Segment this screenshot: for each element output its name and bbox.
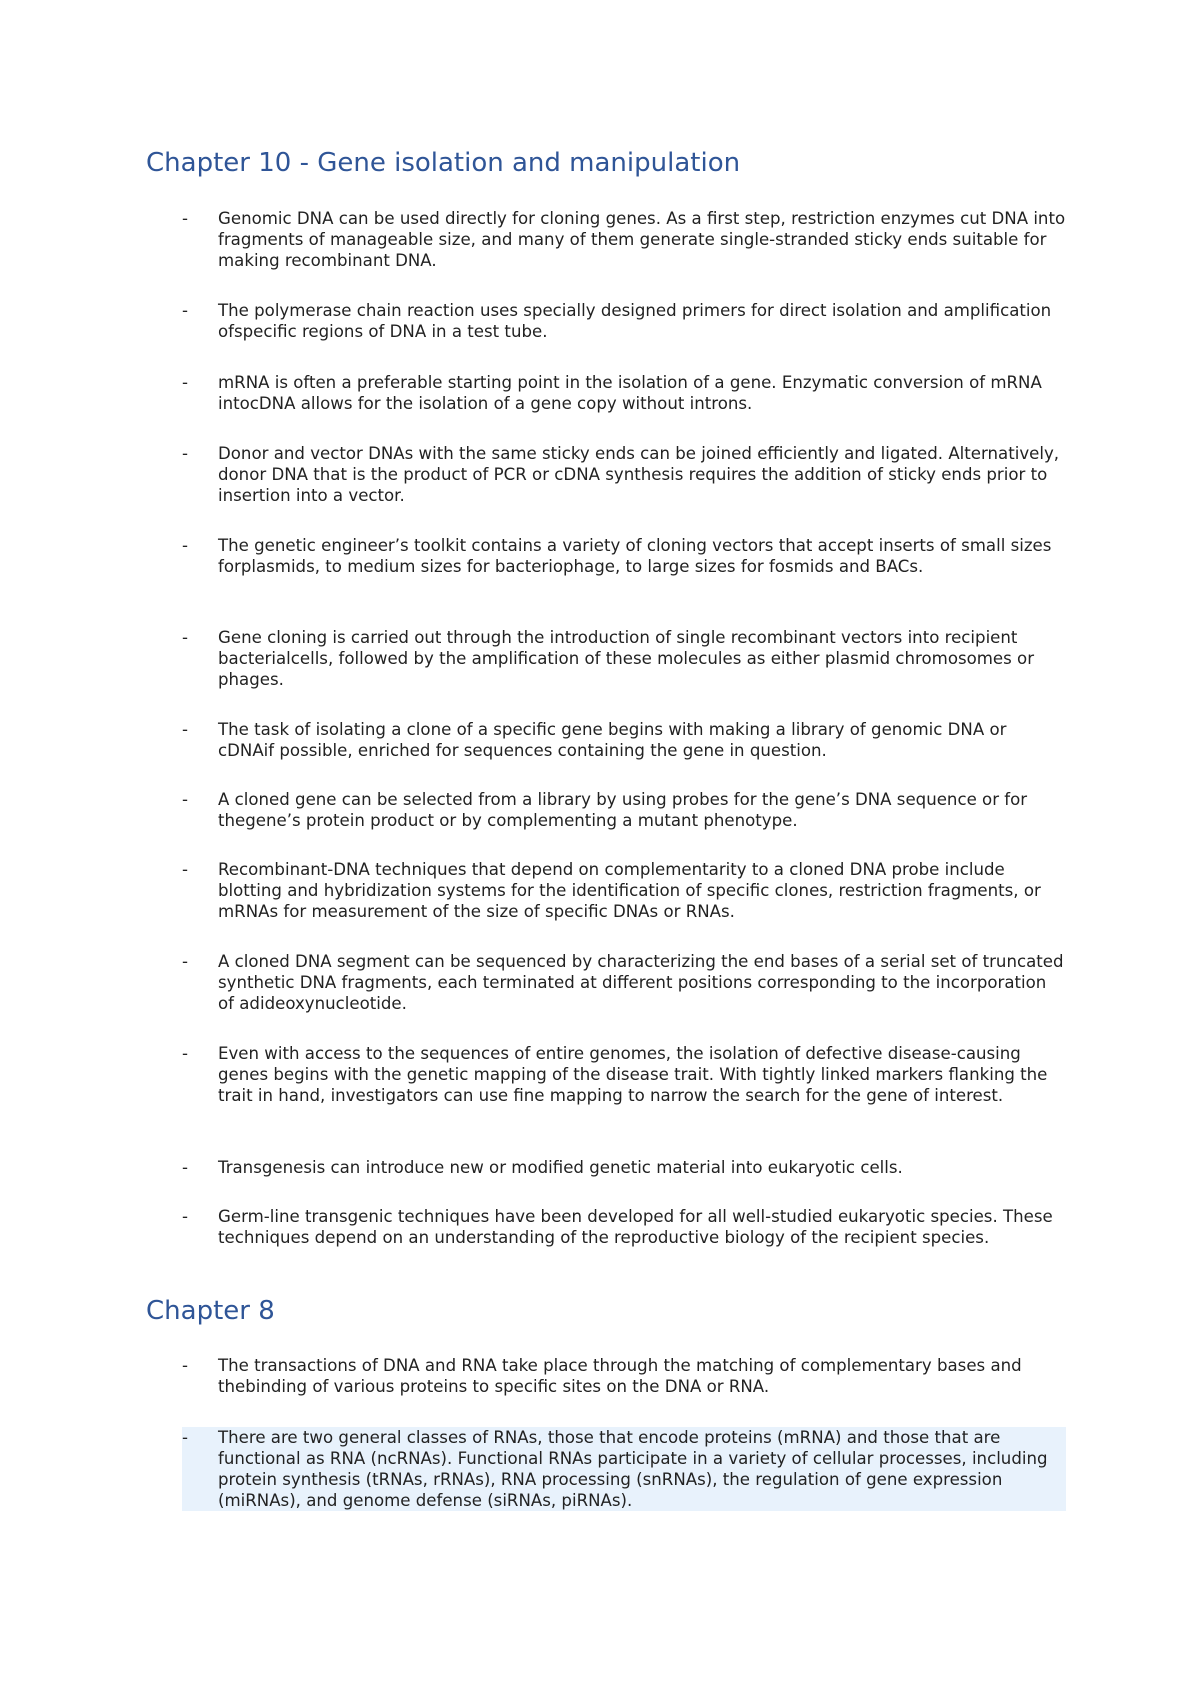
bullet-dash: - xyxy=(182,444,188,463)
bullet-dash: - xyxy=(182,1207,188,1226)
bullet-text: A cloned gene can be selected from a library by using probes for the gene’s DNA sequence or for thegene’s protein product or by complementing a mutant phenotype. xyxy=(218,790,1028,830)
chapter-8-heading: Chapter 8 xyxy=(146,1296,275,1326)
bullet-dash: - xyxy=(182,1158,188,1177)
bullet-dash: - xyxy=(182,1356,188,1375)
bullet-text: Transgenesis can introduce new or modified genetic material into eukaryotic cells. xyxy=(218,1158,903,1177)
list-item xyxy=(146,627,1066,690)
bullet-dash: - xyxy=(182,373,188,392)
bullet-text: The transactions of DNA and RNA take place through the matching of complementary bases and thebinding of various proteins to specific sites on the DNA or RNA. xyxy=(218,1356,1022,1396)
list-item xyxy=(146,859,1066,922)
bullet-text: Genomic DNA can be used directly for cloning genes. As a first step, restriction enzymes cut DNA into fragments of manageable size, and many of them generate single-stranded sticky ends suitable for making recombinant DNA. xyxy=(218,209,1066,270)
bullet-text: Recombinant-DNA techniques that depend on complementarity to a cloned DNA probe include blotting and hybridization systems for the identification of specific clones, restriction fragments, or mRNAs for measurement of the size of specific DNAs or RNAs. xyxy=(218,860,1041,921)
list-item xyxy=(146,789,1066,831)
list-item xyxy=(146,1043,1066,1106)
bullet-text: Even with access to the sequences of entire genomes, the isolation of defective disease-causing genes begins with the genetic mapping of the disease trait. With tightly linked markers flanking the trait in hand, investigators can use fine mapping to narrow the search for the gene of interest. xyxy=(218,1044,1048,1105)
bullet-text: A cloned DNA segment can be sequenced by characterizing the end bases of a serial set of truncated synthetic DNA fragments, each terminated at different positions corresponding to the incorporation of adideoxynucleotide. xyxy=(218,952,1064,1013)
list-item xyxy=(146,1355,1066,1397)
list-item xyxy=(146,372,1066,414)
bullet-dash: - xyxy=(182,952,188,971)
chapter-10-heading: Chapter 10 - Gene isolation and manipulation xyxy=(146,148,741,178)
bullet-text: The genetic engineer’s toolkit contains a variety of cloning vectors that accept inserts of small sizes forplasmids, to medium sizes for bacteriophage, to large sizes for fosmids and BACs. xyxy=(218,536,1052,576)
bullet-dash: - xyxy=(182,720,188,739)
list-item xyxy=(146,208,1066,271)
list-item-highlighted xyxy=(182,1427,1066,1511)
bullet-text: Germ-line transgenic techniques have been developed for all well-studied eukaryotic species. These techniques depend on an understanding of the reproductive biology of the recipient species. xyxy=(218,1207,1053,1247)
bullet-text: The task of isolating a clone of a specific gene begins with making a library of genomic DNA or cDNAif possible, enriched for sequences containing the gene in question. xyxy=(218,720,1007,760)
bullet-text: The polymerase chain reaction uses specially designed primers for direct isolation and amplification ofspecific regions of DNA in a test tube. xyxy=(218,301,1052,341)
list-item xyxy=(146,443,1066,506)
bullet-dash: - xyxy=(182,1044,188,1063)
bullet-text: mRNA is often a preferable starting point in the isolation of a gene. Enzymatic conversion of mRNA intocDNA allows for the isolation of a gene copy without introns. xyxy=(218,373,1042,413)
bullet-dash: - xyxy=(182,536,188,555)
bullet-dash: - xyxy=(182,209,188,228)
list-item xyxy=(146,535,1066,577)
bullet-text: Gene cloning is carried out through the introduction of single recombinant vectors into recipient bacterialcells, followed by the amplification of these molecules as either plasmid chromosomes or phages. xyxy=(218,628,1035,689)
list-item xyxy=(146,1206,1066,1248)
bullet-dash: - xyxy=(182,860,188,879)
bullet-dash: - xyxy=(182,301,188,320)
list-item xyxy=(146,1157,1066,1178)
bullet-dash: - xyxy=(182,628,188,647)
bullet-text: Donor and vector DNAs with the same sticky ends can be joined efficiently and ligated. Alternatively, donor DNA that is the product of PCR or cDNA synthesis requires the addition of sticky ends prior to insertion into a vector. xyxy=(218,444,1060,505)
list-item xyxy=(146,719,1066,761)
bullet-dash: - xyxy=(182,1428,188,1447)
list-item xyxy=(146,300,1066,342)
bullet-dash: - xyxy=(182,790,188,809)
list-item xyxy=(146,951,1066,1014)
bullet-text: There are two general classes of RNAs, those that encode proteins (mRNA) and those that are functional as RNA (ncRNAs). Functional RNAs participate in a variety of cellular processes, including protein synthesis (tRNAs, rRNAs), RNA processing (snRNAs), the regulation of gene expression (miRNAs), and genome defense (siRNAs, piRNAs). xyxy=(218,1428,1048,1510)
